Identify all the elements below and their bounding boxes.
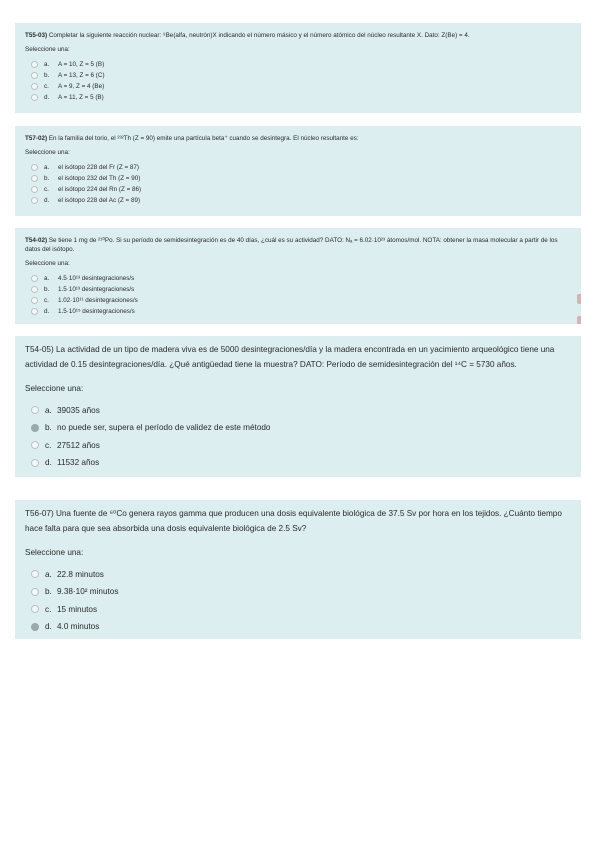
question-code: T56-07): [25, 509, 54, 518]
answer-option[interactable]: [25, 565, 571, 583]
option-letter: b.: [44, 72, 50, 80]
answer-option[interactable]: [25, 436, 571, 454]
option-letter: c.: [44, 297, 49, 305]
option-letter: a.: [45, 569, 52, 579]
answer-option[interactable]: [25, 583, 571, 601]
option-label: 1.5·10¹³ desintegraciones/s: [58, 286, 135, 294]
answer-option[interactable]: [25, 59, 571, 70]
option-label: A = 10, Z = 5 (B): [58, 61, 105, 69]
radio-button[interactable]: [31, 275, 38, 282]
radio-button[interactable]: [31, 570, 39, 578]
answer-option[interactable]: [25, 306, 571, 317]
option-letter: a.: [45, 405, 52, 415]
option-label: 4.0 minutos: [57, 622, 100, 632]
flag-marker: [577, 316, 581, 324]
radio-button[interactable]: [31, 588, 39, 596]
option-letter: a.: [44, 164, 50, 172]
question-card: [15, 23, 581, 113]
radio-button[interactable]: [31, 297, 38, 304]
option-letter: d.: [45, 622, 52, 632]
question-text: [25, 342, 571, 372]
option-label: A = 11, Z = 5 (B): [58, 94, 104, 102]
radio-button[interactable]: [31, 459, 39, 467]
question-card: [15, 336, 581, 477]
answer-option[interactable]: [25, 454, 571, 472]
flag-marker: [577, 294, 581, 304]
answer-option[interactable]: [25, 284, 571, 295]
answer-option[interactable]: [25, 195, 571, 206]
question-text: [25, 31, 571, 40]
answer-option[interactable]: [25, 273, 571, 284]
radio-button[interactable]: [31, 164, 38, 171]
option-label: el isótopo 228 del Fr (Z = 87): [58, 164, 140, 172]
option-label: el isótopo 224 del Rn (Z = 86): [58, 186, 142, 194]
answer-option[interactable]: [25, 401, 571, 419]
answer-option[interactable]: [25, 162, 571, 173]
select-prompt: Seleccione una:: [25, 384, 84, 394]
radio-button[interactable]: [31, 424, 39, 432]
radio-button[interactable]: [31, 61, 38, 68]
question-text: [25, 134, 571, 143]
answer-option[interactable]: [25, 70, 571, 81]
option-label: A = 13, Z = 6 (C): [58, 72, 105, 80]
select-prompt: Seleccione una:: [25, 46, 70, 54]
radio-button[interactable]: [31, 441, 39, 449]
option-letter: d.: [45, 458, 52, 468]
question-text: [25, 506, 571, 536]
radio-button[interactable]: [31, 605, 39, 613]
option-letter: b.: [44, 286, 50, 294]
option-label: 15 minutos: [57, 604, 98, 614]
question-card: [15, 126, 581, 216]
answer-option[interactable]: [25, 173, 571, 184]
question-code: T55-03): [25, 32, 48, 39]
radio-button[interactable]: [31, 406, 39, 414]
option-label: 39035 años: [57, 405, 100, 415]
option-label: el isótopo 228 del Ac (Z = 89): [58, 197, 141, 205]
radio-button[interactable]: [31, 623, 39, 631]
question-card: [15, 500, 581, 639]
radio-button[interactable]: [31, 175, 38, 182]
option-letter: c.: [45, 440, 52, 450]
question-body: Completar la siguiente reacción nuclear: ⁹Be(alfa, neutrón)X indicando el número másico y el número atómico del núcleo resultante X. Dato: Z(Be) = 4.: [48, 32, 470, 39]
question-body: Se tiene 1 mg de ²¹⁰Po. Si su período de semidesintegración es de 40 días, ¿cuál es su actividad? DATO: Nₐ = 6.02·10²³ átomos/mol. NOTA: obtener la masa molecular a partir de los datos del isótopo.: [25, 237, 558, 254]
radio-button[interactable]: [31, 308, 38, 315]
option-letter: c.: [44, 83, 49, 91]
radio-button[interactable]: [31, 197, 38, 204]
option-label: 1.02·10¹¹ desintegraciones/s: [58, 297, 138, 305]
option-letter: b.: [44, 175, 50, 183]
radio-button[interactable]: [31, 72, 38, 79]
option-letter: d.: [44, 308, 50, 316]
answer-option[interactable]: [25, 81, 571, 92]
answer-option[interactable]: [25, 184, 571, 195]
radio-button[interactable]: [31, 286, 38, 293]
answer-option[interactable]: [25, 600, 571, 618]
question-body: Una fuente de ⁶⁰Co genera rayos gamma que producen una dosis equivalente biológica de 37.5 Sv por hora en los tejidos. ¿Cuánto tiempo hace falta para que sea absorbida una dosis equivalente biológica de 2.5 Sv?: [25, 509, 562, 534]
option-label: A = 9, Z = 4 (Be): [58, 83, 105, 91]
option-label: 4.5·10¹³ desintegraciones/s: [58, 275, 135, 283]
option-label: no puede ser, supera el período de validez de este método: [57, 423, 271, 433]
option-label: 11532 años: [57, 458, 100, 468]
question-text: [25, 236, 571, 254]
option-label: el isótopo 232 del Th (Z = 90): [58, 175, 141, 183]
option-letter: d.: [44, 94, 50, 102]
select-prompt: Seleccione una:: [25, 260, 70, 268]
question-body: La actividad de un tipo de madera viva es de 5000 desintegraciones/día y la madera encontrada en un yacimiento arqueológico tiene una actividad de 0.15 desintegraciones/día. ¿Qué antigüedad tiene la muestra? DATO: Período de semidesintegración del ¹⁴C = 5730 años.: [25, 345, 555, 370]
select-prompt: Seleccione una:: [25, 548, 84, 558]
answer-option[interactable]: [25, 295, 571, 306]
option-label: 9.38·10² minutos: [57, 587, 119, 597]
option-letter: b.: [45, 587, 52, 597]
option-letter: d.: [44, 197, 50, 205]
question-code: T54-05): [25, 345, 54, 354]
option-letter: a.: [44, 61, 50, 69]
question-body: En la familia del torio, el ²³²Th (Z = 90) emite una partícula beta⁺ cuando se desintegra. El núcleo resultante es:: [48, 135, 359, 142]
option-label: 1.5·10¹⁵ desintegraciones/s: [58, 308, 135, 316]
answer-option[interactable]: [25, 419, 571, 437]
select-prompt: Seleccione una:: [25, 149, 70, 157]
question-code: T54-02): [25, 237, 48, 244]
radio-button[interactable]: [31, 186, 38, 193]
radio-button[interactable]: [31, 94, 38, 101]
option-letter: a.: [44, 275, 50, 283]
option-letter: b.: [45, 423, 52, 433]
radio-button[interactable]: [31, 83, 38, 90]
question-card: [15, 228, 581, 324]
answer-option[interactable]: [25, 92, 571, 103]
option-letter: c.: [44, 186, 49, 194]
option-label: 22.8 minutos: [57, 569, 104, 579]
question-code: T57-02): [25, 135, 48, 142]
option-label: 27512 años: [57, 440, 100, 450]
option-letter: c.: [45, 604, 52, 614]
answer-option[interactable]: [25, 618, 571, 636]
